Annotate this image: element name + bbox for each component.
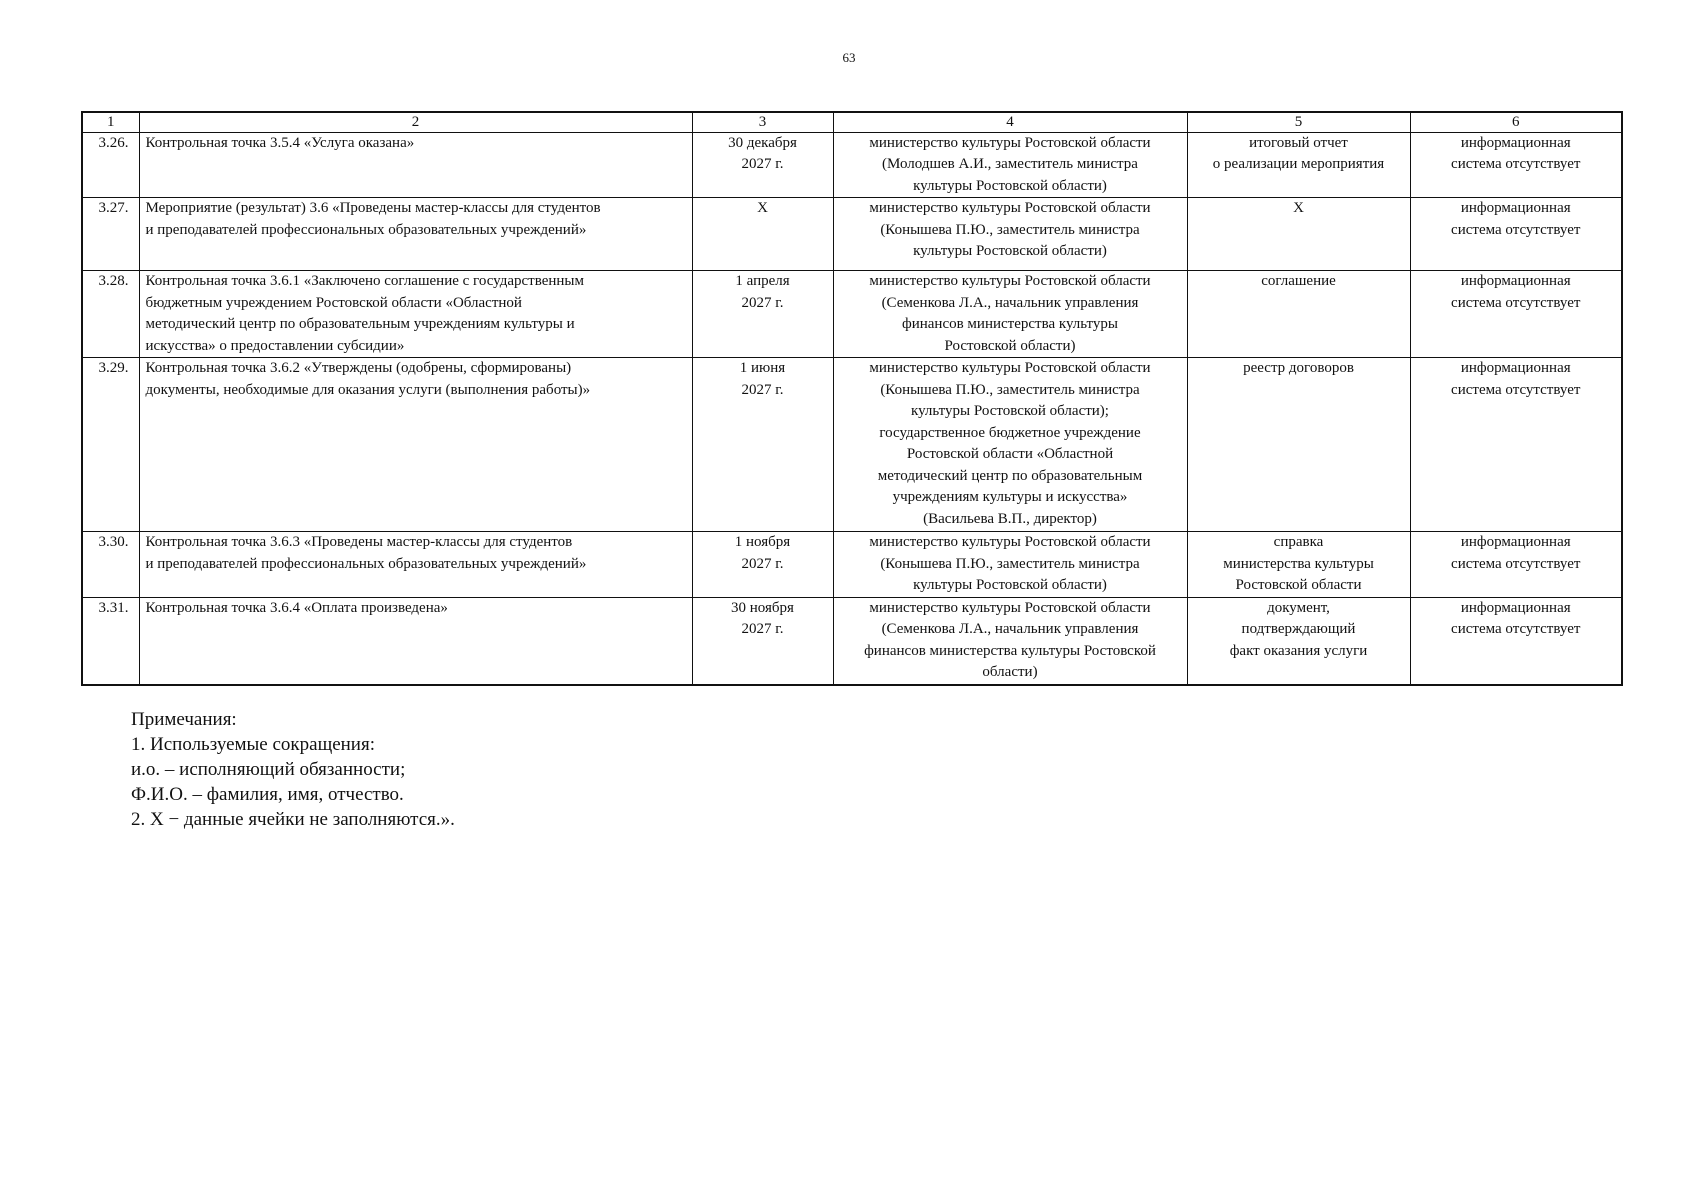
- row-responsible: министерство культуры Ростовской области (Конышева П.Ю., заместитель министра культуры Ростовской области); государственное бюджетное учреждение Ростовской области «Областной методический центр по образовательным учреждениям культуры и искусства» (Васильева В.П., директор): [833, 358, 1187, 532]
- header-cell-4: 4: [833, 112, 1187, 132]
- table-row: [82, 132, 1622, 198]
- row-name: Контрольная точка 3.6.1 «Заключено соглашение с государственным бюджетным учреждением Ростовской области «Областной методический центр по образовательным учреждениям культуры и искусства» о предоставлении субсидии»: [139, 271, 692, 358]
- notes-line: 1. Используемые сокращения:: [131, 734, 375, 755]
- row-name: Контрольная точка 3.6.2 «Утверждены (одобрены, сформированы) документы, необходимые для оказания услуги (выполнения работы)»: [139, 358, 692, 532]
- row-responsible: министерство культуры Ростовской области (Конышева П.Ю., заместитель министра культуры Ростовской области): [833, 532, 1187, 598]
- row-number: 3.26.: [82, 132, 139, 198]
- row-number: 3.31.: [82, 597, 139, 685]
- row-information-system: информационная система отсутствует: [1410, 532, 1622, 598]
- notes-section: [131, 707, 455, 832]
- notes-line: 2. X − данные ячейки не заполняются.».: [131, 809, 455, 830]
- header-cell-6: 6: [1410, 112, 1622, 132]
- row-name: Мероприятие (результат) 3.6 «Проведены мастер-классы для студентов и преподавателей профессиональных образовательных учреждений»: [139, 198, 692, 271]
- notes-line: и.о. – исполняющий обязанности;: [131, 759, 406, 780]
- row-date: X: [692, 198, 833, 271]
- row-responsible: министерство культуры Ростовской области (Конышева П.Ю., заместитель министра культуры Ростовской области): [833, 198, 1187, 271]
- row-responsible: министерство культуры Ростовской области (Семенкова Л.А., начальник управления финансов министерства культуры Ростовской области): [833, 597, 1187, 685]
- row-document: документ, подтверждающий факт оказания услуги: [1187, 597, 1410, 685]
- row-number: 3.29.: [82, 358, 139, 532]
- row-name: Контрольная точка 3.5.4 «Услуга оказана»: [139, 132, 692, 198]
- page-number: 63: [842, 50, 856, 65]
- row-name: Контрольная точка 3.6.4 «Оплата произведена»: [139, 597, 692, 685]
- table-row: [82, 358, 1622, 532]
- header-cell-2: 2: [139, 112, 692, 132]
- row-number: 3.28.: [82, 271, 139, 358]
- row-date: 1 ноября 2027 г.: [692, 532, 833, 598]
- row-date: 30 декабря 2027 г.: [692, 132, 833, 198]
- notes-title: Примечания:: [131, 709, 237, 730]
- row-number: 3.27.: [82, 198, 139, 271]
- row-information-system: информационная система отсутствует: [1410, 271, 1622, 358]
- row-document: реестр договоров: [1187, 358, 1410, 532]
- control-points-table: [81, 111, 1623, 686]
- row-document: X: [1187, 198, 1410, 271]
- row-date: 30 ноября 2027 г.: [692, 597, 833, 685]
- header-cell-3: 3: [692, 112, 833, 132]
- table-row: [82, 597, 1622, 685]
- row-information-system: информационная система отсутствует: [1410, 132, 1622, 198]
- header-cell-5: 5: [1187, 112, 1410, 132]
- table-row: [82, 271, 1622, 358]
- row-document: итоговый отчет о реализации мероприятия: [1187, 132, 1410, 198]
- notes-line: Ф.И.О. – фамилия, имя, отчество.: [131, 784, 404, 805]
- row-document: справка министерства культуры Ростовской области: [1187, 532, 1410, 598]
- row-date: 1 апреля 2027 г.: [692, 271, 833, 358]
- row-name: Контрольная точка 3.6.3 «Проведены мастер-классы для студентов и преподавателей профессиональных образовательных учреждений»: [139, 532, 692, 598]
- row-number: 3.30.: [82, 532, 139, 598]
- row-information-system: информационная система отсутствует: [1410, 358, 1622, 532]
- row-information-system: информационная система отсутствует: [1410, 597, 1622, 685]
- row-responsible: министерство культуры Ростовской области (Молодшев А.И., заместитель министра культуры Ростовской области): [833, 132, 1187, 198]
- row-responsible: министерство культуры Ростовской области (Семенкова Л.А., начальник управления финансов министерства культуры Ростовской области): [833, 271, 1187, 358]
- table-row: [82, 532, 1622, 598]
- table-row: [82, 198, 1622, 271]
- header-cell-1: 1: [82, 112, 139, 132]
- row-document: соглашение: [1187, 271, 1410, 358]
- control-points-table-wrapper: [81, 111, 1621, 686]
- table-header-row: [82, 112, 1622, 132]
- row-date: 1 июня 2027 г.: [692, 358, 833, 532]
- row-information-system: информационная система отсутствует: [1410, 198, 1622, 271]
